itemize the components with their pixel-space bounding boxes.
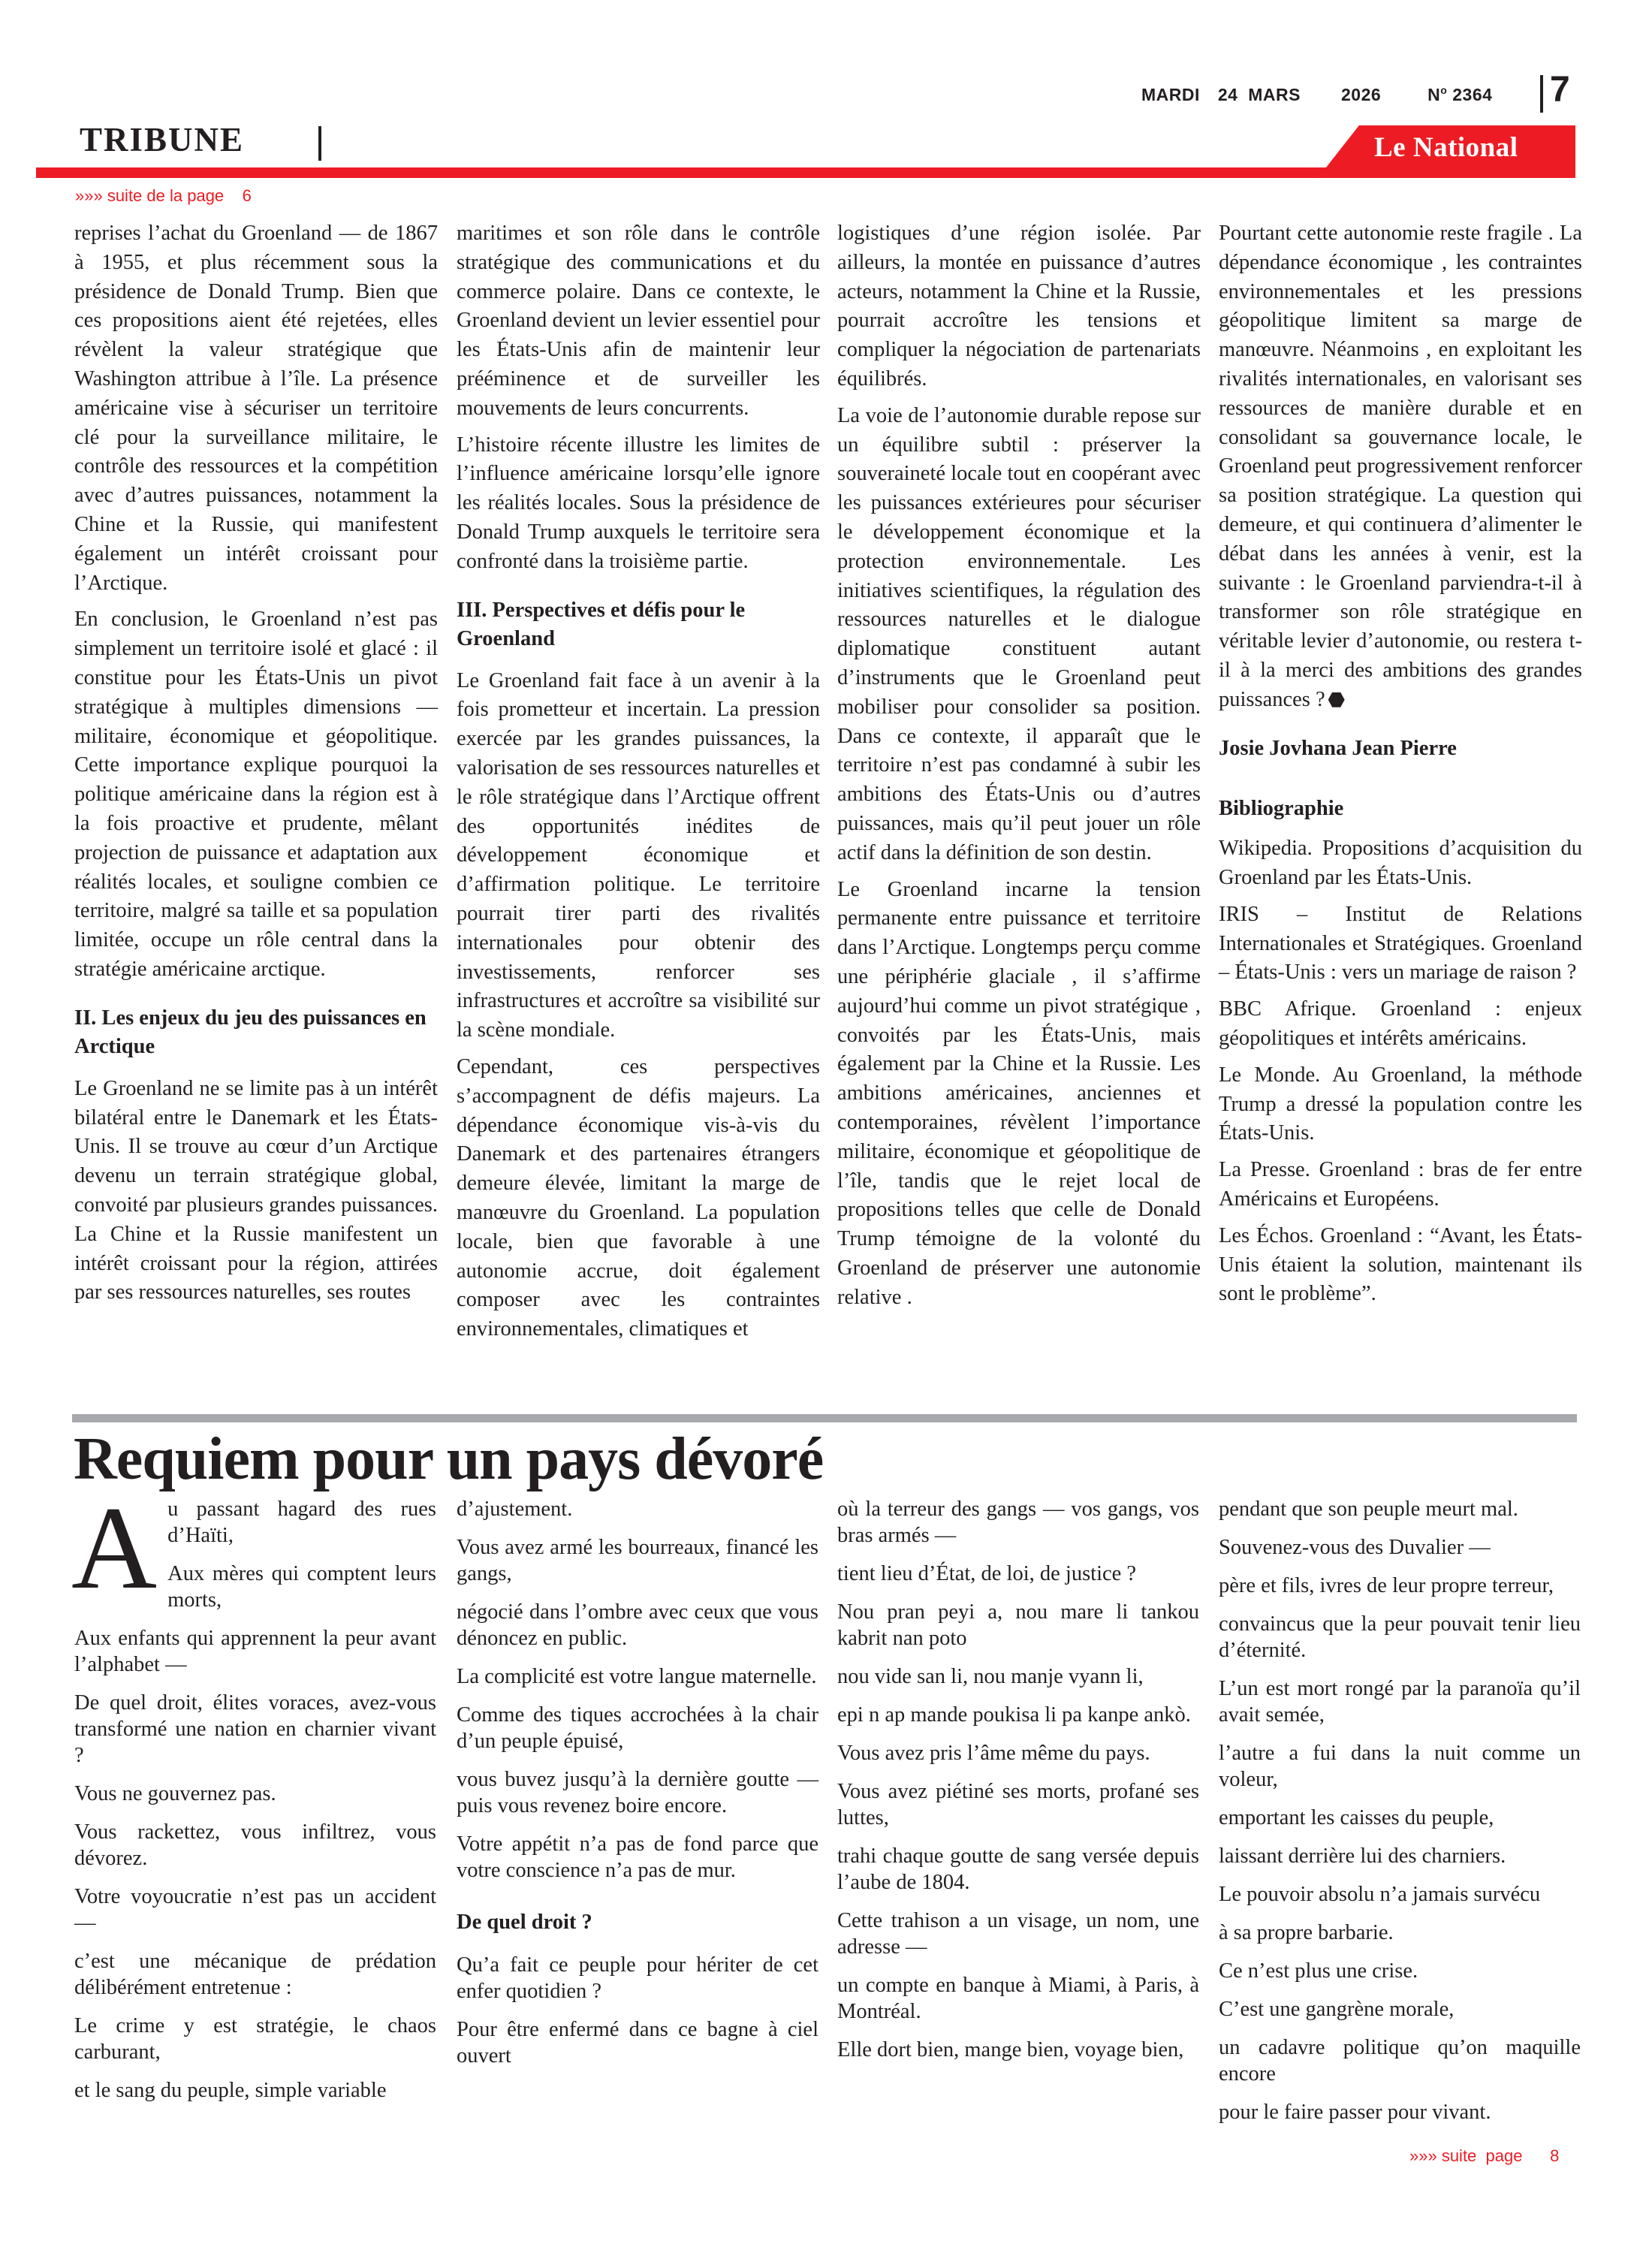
closing-text: Pourtant cette autonomie reste fragile . La dépendance économique , les contraintes environnementales et les pressions géopolitique limitent sa marge de manœuvre. Néanmoins , en exploitant les rivalités internationales, en valorisant ses ressources de manière durable et en consolidant sa gouvernance locale, le Groenland peut progressivement renforcer sa position stratégique. La question qui demeure, et qui continuera d’alimenter le débat dans les années à venir, est la suivante : le Groenland parviendra-t-il à transformer son rôle stratégique en véritable levier d’autonomie, ou restera t-il à la merci des ambitions des grandes puissances ? <box>1219 222 1582 711</box>
page-number-divider <box>1540 75 1543 113</box>
verse: Votre voyoucratie n’est pas un accident — <box>74 1885 436 1935</box>
issue-value: 2364 <box>1452 84 1493 104</box>
paragraph: Cependant, ces perspectives s’accompagnent de défis majeurs. La dépendance économique vis-à-vis du Danemark et des partenaires étrangers demeure élevée, limitant la marge de manœuvre du Groenland. La population locale, bien que favorable à une autonomie accrue, doit également composer avec les contraintes environnementales, climatiques et <box>457 1054 820 1341</box>
bibliography-title: Bibliographie <box>1219 797 1344 821</box>
paragraph: L’histoire récente illustre les limites de l’influence américaine lorsqu’elle ignore les réalités locales. Sous la présidence de Donald Trump auxquels le territoire sera confronté dans la troisième partie. <box>457 433 820 573</box>
brand-logo: Le National <box>1374 132 1518 163</box>
bibliography-entry: Le Monde. Au Groenland, la méthode Trump a dressé la population contre les États-Unis. <box>1219 1063 1582 1145</box>
drop-cap: A <box>71 1482 158 1614</box>
issue-number <box>1427 84 1492 105</box>
verse: L’un est mort rongé par la paranoïa qu’il avait semée, <box>1219 1677 1581 1727</box>
paragraph: La voie de l’autonomie durable repose sur un équilibre subtil : préserver la souveraineté locale tout en coopérant avec les puissances extérieures pour sécuriser le développement économique et la protection environnementale. Les initiatives scientifiques, la régulation des ressources naturelles et le dialogue diplomatique constituent autant d’instruments que le Groenland peut mobiliser pour consolider sa position. Dans ce contexte, il apparaît que le territoire n’est pas condamné à subir les ambitions des États-Unis ou d’autres puissances, mais qu’il peut jouer un rôle actif dans la définition de son destin. <box>837 403 1201 864</box>
article2-headline: Requiem pour un pays dévoré <box>74 1426 824 1492</box>
verse: père et fils, ivres de leur propre terreur, <box>1219 1574 1554 1597</box>
bibliography-entry: Wikipedia. Propositions d’acquisition du Groenland par les États-Unis. <box>1219 837 1582 889</box>
paragraph: Le Groenland fait face à un avenir à la fois prometteur et incertain. La pression exercée par les grandes puissances, la valorisation de ses ressources naturelles et le rôle stratégique dans l’Arctique offrent des opportunités inédites de développement économique et d’affirmation politique. Le territoire pourrait tirer parti des rivalités internationales pour obtenir des investissements, renforcer ses infrastructures et accroître sa visibilité sur la scène mondiale. <box>457 668 820 1042</box>
article2-column-2 <box>457 1496 818 2081</box>
verse: Vous avez armé les bourreaux, financé les gangs, <box>457 1536 818 1585</box>
article1-column-1 <box>74 219 438 1315</box>
verse: c’est une mécanique de prédation délibérément entretenue : <box>74 1950 436 1999</box>
paragraph: Le Groenland incarne la tension permanente entre puissance et territoire dans l’Arctique. Longtemps perçu comme une périphérie glaciale , il s’affirme aujourd’hui comme un pivot stratégique , convoités par les États-Unis, mais également par la Chine et la Russie. Les ambitions américaines, anciennes et contemporaines, révèlent l’importance militaire, économique et géopolitique de l’île, tandis que le rejet local de propositions telles que celle de Donald Trump témoigne de la volonté du Groenland de préserver une autonomie relative . <box>837 877 1201 1309</box>
author-byline: Josie Jovhana Jean Pierre <box>1219 736 1457 760</box>
verse: La complicité est votre langue maternelle. <box>457 1665 817 1688</box>
dateline-year: 2026 <box>1340 84 1382 104</box>
verse: convaincus que la peur pouvait tenir lieu d’éternité. <box>1219 1612 1581 1662</box>
verse: Le pouvoir absolu n’a jamais survécu <box>1219 1883 1541 1906</box>
verse: négocié dans l’ombre avec ceux que vous dénoncez en public. <box>457 1600 818 1650</box>
verse: à sa propre barbarie. <box>1219 1921 1394 1944</box>
verse: Souvenez-vous des Duvalier — <box>1219 1536 1491 1559</box>
continued-from-link[interactable]: »»» suite de la page 6 <box>75 186 252 205</box>
verse: De quel droit, élites voraces, avez-vous transformé une nation en charnier vivant ? <box>74 1691 436 1767</box>
paragraph: logistiques d’une région isolée. Par ailleurs, la montée en puissance d’autres acteurs, notamment la Chine et la Russie, pourrait accroître les tensions et compliquer la négociation de partenariats équilibrés. <box>837 222 1201 391</box>
verse: Vous avez piétiné ses morts, profané ses luttes, <box>837 1780 1199 1829</box>
article1-column-3 <box>837 219 1201 1320</box>
issue-prefix: N <box>1427 84 1441 104</box>
article1-column-4 <box>1219 219 1582 1317</box>
dateline <box>1141 84 1492 105</box>
verse: l’autre a fui dans la nuit comme un voleur, <box>1219 1742 1581 1791</box>
closing-paragraph <box>1219 219 1582 715</box>
continued-on-link[interactable]: »»» suite page 8 <box>1409 2146 1560 2165</box>
masthead <box>0 0 1652 205</box>
section-divider <box>318 126 321 161</box>
verse: epi n ap mande poukisa li pa kanpe ankò. <box>837 1703 1191 1727</box>
article-divider <box>72 1414 1577 1422</box>
verse: nou vide san li, nou manje vyann li, <box>837 1665 1144 1688</box>
issue-sup: o <box>1440 84 1448 96</box>
verse: Aux mères qui comptent leurs morts, <box>167 1562 436 1612</box>
article2-column-4 <box>1219 1496 1581 2137</box>
verse: Votre appétit n’a pas de fond parce que votre conscience n’a pas de mur. <box>457 1832 818 1882</box>
subheading: De quel droit ? <box>457 1911 592 1934</box>
paragraph: maritimes et son rôle dans le contrôle stratégique des communications et du commerce polaire. Dans ce contexte, le Groenland devient un levier essentiel pour les États-Unis afin de maintenir leur prééminence et de surveiller les mouvements de leurs concurrents. <box>457 222 820 420</box>
verse: Ce n’est plus une crise. <box>1219 1959 1418 1983</box>
section-label: TRIBUNE <box>80 121 245 158</box>
verse: tient lieu d’État, de loi, de justice ? <box>837 1562 1137 1585</box>
page-number: 7 <box>1550 70 1570 110</box>
verse: laissant derrière lui des charniers. <box>1219 1844 1506 1868</box>
verse: d’ajustement. <box>457 1497 573 1521</box>
dateline-date: 24 MARS <box>1217 84 1301 104</box>
paragraph: reprises l’achat du Groenland — de 1867 à 1955, et plus récemment sous la présidence de Donald Trump. Bien que ces propositions aient été rejetées, elles révèlent la valeur stratégique que Washington attribue à l’île. La présence américaine vise à sécuriser un territoire clé pour la surveillance militaire, le contrôle des ressources et la compétition avec d’autres puissances, notamment la Chine et la Russie, qui manifestent également un intérêt croissant pour l’Arctique. <box>74 222 438 595</box>
section-heading-2: II. Les enjeux du jeu des puissances en Arctique <box>74 1006 427 1058</box>
verse: où la terreur des gangs — vos gangs, vos bras armés — <box>837 1497 1199 1547</box>
verse: Pour être enfermé dans ce bagne à ciel ouvert <box>457 2018 818 2068</box>
verse: Vous ne gouvernez pas. <box>74 1782 276 1805</box>
verse: Elle dort bien, mange bien, voyage bien, <box>837 2038 1184 2061</box>
verse: u passant hagard des rues d’Haïti, <box>167 1497 436 1547</box>
bibliography-entry: La Presse. Groenland : bras de fer entre Américains et Européens. <box>1219 1158 1582 1211</box>
verse: Cette trahison a un visage, un nom, une adresse — <box>837 1909 1199 1959</box>
verse: pendant que son peuple meurt mal. <box>1219 1497 1518 1521</box>
verse: trahi chaque goutte de sang versée depuis l’aube de 1804. <box>837 1844 1199 1894</box>
verse: Aux enfants qui apprennent la peur avant l’alphabet — <box>74 1627 436 1676</box>
verse: et le sang du peuple, simple variable <box>74 2079 387 2102</box>
dateline-day: MARDI <box>1141 84 1200 104</box>
verse: Comme des tiques accrochées à la chair d’un peuple épuisé, <box>457 1703 818 1753</box>
bibliography-entry: IRIS – Institut de Relations Internationales et Stratégiques. Groenland – États-Unis : vers un mariage de raison ? <box>1219 902 1582 985</box>
verse: un cadavre politique qu’on maquille encore <box>1219 2036 1581 2086</box>
verse: Vous rackettez, vous infiltrez, vous dévorez. <box>74 1820 436 1870</box>
bibliography-entry: Les Échos. Groenland : “Avant, les États-Unis étaient la solution, maintenant ils sont le problème”. <box>1219 1223 1582 1306</box>
article2-column-3 <box>837 1496 1199 2075</box>
verse: emportant les caisses du peuple, <box>1219 1806 1494 1829</box>
article2-column-1 <box>71 1482 436 2116</box>
bibliography-entry: BBC Afrique. Groenland : enjeux géopolitiques et intérêts américains. <box>1219 997 1582 1050</box>
verse: pour le faire passer pour vivant. <box>1219 2101 1491 2124</box>
article1-column-2 <box>457 219 820 1352</box>
verse: Nou pran peyi a, nou mare li tankou kabrit nan poto <box>837 1600 1199 1650</box>
verse: Le crime y est stratégie, le chaos carburant, <box>74 2014 436 2064</box>
paragraph: En conclusion, le Groenland n’est pas simplement un territoire isolé et glacé : il constitue pour les États-Unis un pivot stratégique à multiples dimensions — militaire, économique et géopolitique. Cette importance explique pourquoi la politique américaine dans la région est à la fois proactive et prudente, mêlant projection de puissance et adaptation aux réalités locales, et souligne combien ce territoire, malgré sa taille et sa population limitée, occupe un rôle central dans la stratégie américaine arctique. <box>74 608 438 981</box>
hexagon-end-mark-icon <box>1328 692 1345 707</box>
section-heading-3: III. Perspectives et défis pour le Groenland <box>457 598 746 650</box>
verse: Vous avez pris l’âme même du pays. <box>837 1742 1150 1765</box>
verse: un compte en banque à Miami, à Paris, à Montréal. <box>837 1974 1199 2023</box>
verse: Qu’a fait ce peuple pour hériter de cet enfer quotidien ? <box>457 1953 818 2003</box>
paragraph: Le Groenland ne se limite pas à un intérêt bilatéral entre le Danemark et les États-Unis. Il se trouve au cœur d’un Arctique devenu un terrain stratégique global, convoité par plusieurs grandes puissances. La Chine et la Russie manifestent un intérêt croissant pour la région, attirées par ses ressources naturelles, ses routes <box>74 1076 438 1304</box>
verse: C’est une gangrène morale, <box>1219 1998 1455 2021</box>
verse: vous buvez jusqu’à la dernière goutte — puis vous revenez boire encore. <box>457 1768 818 1817</box>
